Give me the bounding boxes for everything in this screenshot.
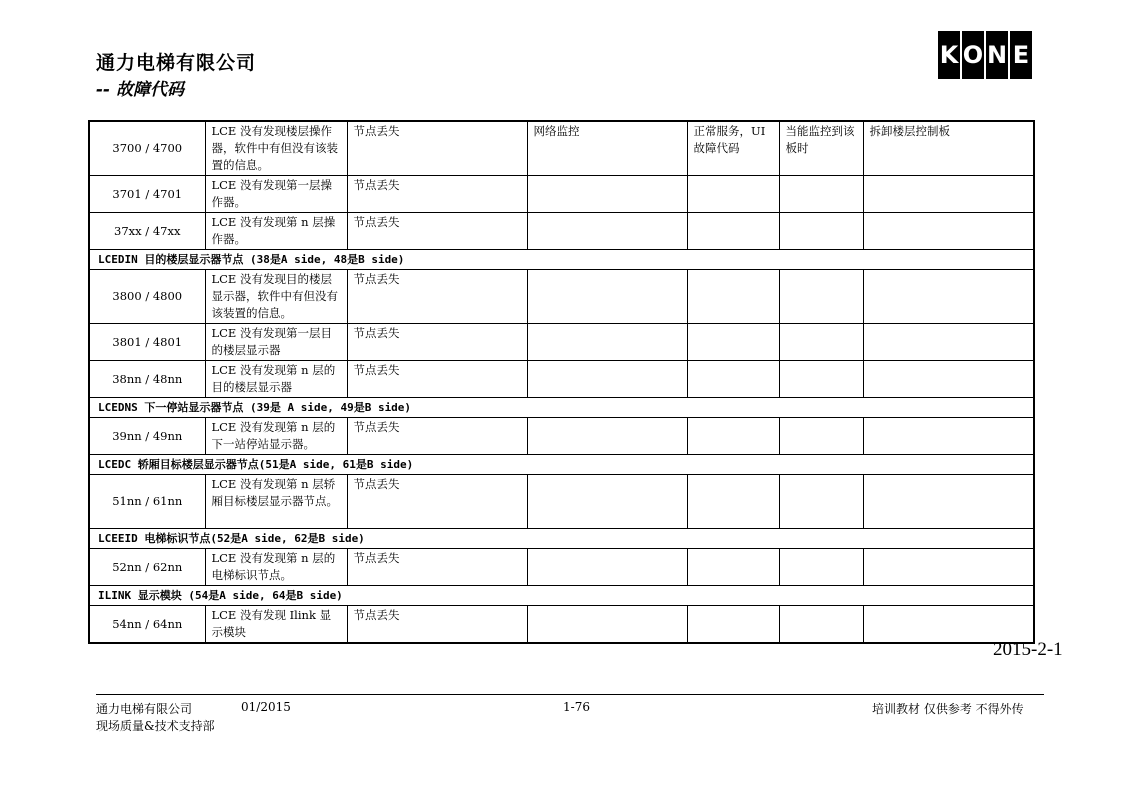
cell-desc: LCE 没有发现第 n 层的目的楼层显示器 (205, 361, 347, 398)
cell-desc: LCE 没有发现第 n 层操作器。 (205, 213, 347, 250)
cell-desc: LCE 没有发现 Ilink 显示模块 (205, 606, 347, 644)
cell-desc: LCE 没有发现楼层操作器，软件中有但没有该装置的信息。 (205, 121, 347, 176)
cell-monitor (527, 418, 687, 455)
table-row (89, 121, 1034, 176)
cell-result: 节点丢失 (347, 549, 527, 586)
footer-department: 现场质量&技术支持部 (96, 719, 215, 733)
section-header-row (89, 529, 1034, 549)
cell-when: 当能监控到该板时 (779, 121, 863, 176)
cell-action (863, 475, 1034, 529)
cell-desc: LCE 没有发现第一层目的楼层显示器 (205, 324, 347, 361)
footer-note: 培训教材 仅供参考 不得外传 (872, 702, 1024, 716)
cell-normal (687, 549, 779, 586)
table-row (89, 213, 1034, 250)
footer-company: 通力电梯有限公司 (96, 702, 193, 716)
cell-normal: 正常服务，UI 故障代码 (687, 121, 779, 176)
cell-monitor (527, 475, 687, 529)
cell-monitor (527, 606, 687, 644)
cell-code: 51nn / 61nn (89, 475, 205, 529)
cell-normal (687, 324, 779, 361)
cell-desc: LCE 没有发现第一层操作器。 (205, 176, 347, 213)
cell-action: 拆卸楼层控制板 (863, 121, 1034, 176)
table-row (89, 324, 1034, 361)
cell-code: 37xx / 47xx (89, 213, 205, 250)
footer-divider (96, 694, 1044, 695)
fault-code-table (88, 120, 1035, 644)
cell-result: 节点丢失 (347, 324, 527, 361)
cell-result: 节点丢失 (347, 361, 527, 398)
section-header-row (89, 586, 1034, 606)
cell-when (779, 176, 863, 213)
cell-when (779, 606, 863, 644)
page-subtitle: -- 故障代码 (96, 80, 185, 100)
table-row (89, 176, 1034, 213)
cell-normal (687, 418, 779, 455)
cell-code: 39nn / 49nn (89, 418, 205, 455)
cell-when (779, 213, 863, 250)
cell-desc: LCE 没有发现第 n 层的下一站停站显示器。 (205, 418, 347, 455)
cell-code: 54nn / 64nn (89, 606, 205, 644)
cell-result: 节点丢失 (347, 475, 527, 529)
cell-action (863, 176, 1034, 213)
section-header: LCEDC 轿厢目标楼层显示器节点(51是A side, 61是B side) (89, 455, 1034, 475)
logo-letter: N (986, 31, 1008, 79)
cell-code: 38nn / 48nn (89, 361, 205, 398)
cell-result: 节点丢失 (347, 176, 527, 213)
cell-result: 节点丢失 (347, 418, 527, 455)
section-header: LCEDNS 下一停站显示器节点 (39是 A side, 49是B side) (89, 398, 1034, 418)
cell-result: 节点丢失 (347, 606, 527, 644)
cell-monitor (527, 176, 687, 213)
cell-when (779, 270, 863, 324)
cell-desc: LCE 没有发现目的楼层显示器，软件中有但没有该装置的信息。 (205, 270, 347, 324)
section-header: LCEEID 电梯标识节点(52是A side, 62是B side) (89, 529, 1034, 549)
table-row (89, 606, 1034, 644)
section-header-row (89, 455, 1034, 475)
cell-action (863, 270, 1034, 324)
cell-desc: LCE 没有发现第 n 层轿厢目标楼层显示器节点。 (205, 475, 347, 529)
cell-action (863, 361, 1034, 398)
cell-when (779, 475, 863, 529)
cell-monitor (527, 213, 687, 250)
table-row (89, 475, 1034, 529)
cell-code: 3800 / 4800 (89, 270, 205, 324)
cell-monitor (527, 324, 687, 361)
cell-monitor (527, 361, 687, 398)
cell-when (779, 361, 863, 398)
table-row (89, 270, 1034, 324)
section-header-row (89, 398, 1034, 418)
cell-action (863, 418, 1034, 455)
cell-result: 节点丢失 (347, 270, 527, 324)
cell-action (863, 606, 1034, 644)
cell-normal (687, 606, 779, 644)
section-header: ILINK 显示模块 (54是A side, 64是B side) (89, 586, 1034, 606)
logo-letter: E (1010, 31, 1032, 79)
cell-action (863, 324, 1034, 361)
cell-action (863, 213, 1034, 250)
cell-result: 节点丢失 (347, 213, 527, 250)
cell-when (779, 418, 863, 455)
cell-normal (687, 475, 779, 529)
cell-when (779, 324, 863, 361)
logo-letter: K (938, 31, 960, 79)
cell-result: 节点丢失 (347, 121, 527, 176)
kone-logo (938, 31, 1032, 79)
table-row (89, 418, 1034, 455)
footer-page-number: 1-76 (563, 700, 590, 714)
table-row (89, 549, 1034, 586)
cell-monitor: 网络监控 (527, 121, 687, 176)
cell-code: 52nn / 62nn (89, 549, 205, 586)
cell-desc: LCE 没有发现第 n 层的电梯标识节点。 (205, 549, 347, 586)
cell-normal (687, 213, 779, 250)
section-header: LCEDIN 目的楼层显示器节点 (38是A side, 48是B side) (89, 250, 1034, 270)
cell-code: 3700 / 4700 (89, 121, 205, 176)
table-row (89, 361, 1034, 398)
logo-letter: O (962, 31, 984, 79)
cell-code: 3701 / 4701 (89, 176, 205, 213)
date-stamp: 2015-2-1 (993, 639, 1063, 660)
cell-when (779, 549, 863, 586)
cell-normal (687, 176, 779, 213)
cell-normal (687, 270, 779, 324)
company-title: 通力电梯有限公司 (96, 52, 257, 74)
footer-date: 01/2015 (241, 700, 291, 714)
cell-monitor (527, 270, 687, 324)
cell-code: 3801 / 4801 (89, 324, 205, 361)
section-header-row (89, 250, 1034, 270)
cell-normal (687, 361, 779, 398)
cell-monitor (527, 549, 687, 586)
cell-action (863, 549, 1034, 586)
